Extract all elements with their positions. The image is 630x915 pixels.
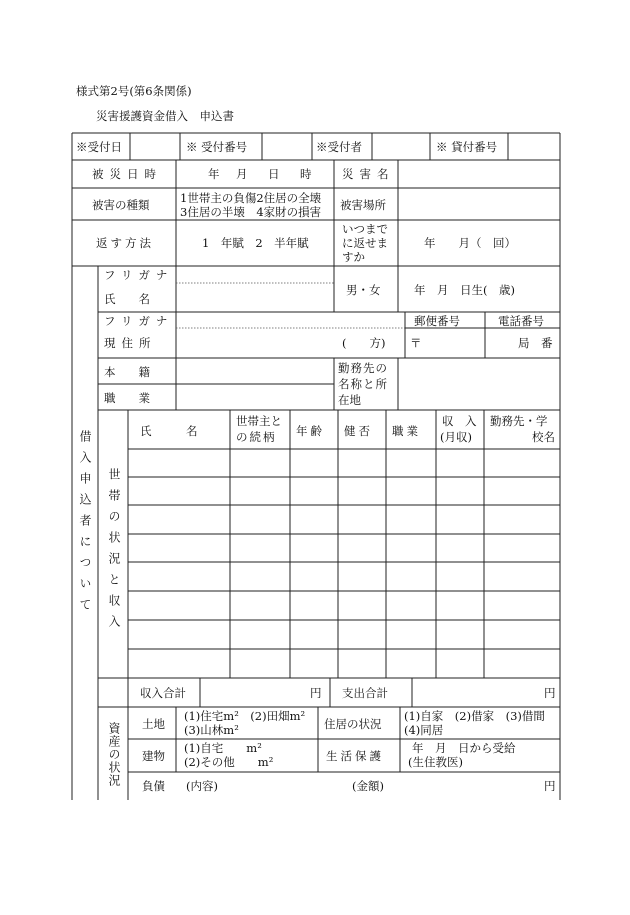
household-cell[interactable] — [387, 563, 435, 590]
household-cell[interactable] — [485, 478, 559, 504]
household-cell[interactable] — [387, 535, 435, 561]
receipt-number-field[interactable] — [263, 134, 311, 159]
col-age: 年齢 — [296, 424, 325, 438]
debt-content-label: (内容) — [186, 779, 218, 793]
disaster-name-field[interactable] — [399, 161, 559, 187]
datetime-unit-year: 年 — [208, 167, 220, 181]
building-line2[interactable]: (2)その他 m² — [184, 755, 274, 769]
debt-label: 負債 — [142, 779, 165, 793]
residence-label: 住居の状況 — [324, 717, 382, 731]
address-suffix: ( 方) — [342, 336, 386, 350]
household-cell[interactable] — [339, 650, 385, 677]
household-cell[interactable] — [231, 650, 289, 677]
household-cell[interactable] — [387, 592, 435, 619]
household-cell[interactable] — [485, 592, 559, 619]
name-field[interactable] — [177, 284, 333, 311]
household-cell[interactable] — [231, 478, 289, 504]
household-cell[interactable] — [437, 535, 483, 561]
workplace-label-2: 名称と所 — [338, 377, 388, 391]
income-total-yen: 円 — [310, 686, 322, 700]
col-income-2: (月収) — [440, 430, 472, 444]
household-cell[interactable] — [387, 621, 435, 648]
col-school-2: 校名 — [532, 430, 555, 444]
debt-content-field[interactable] — [226, 774, 346, 798]
income-total-label: 収入合計 — [140, 686, 186, 700]
household-cell[interactable] — [291, 563, 337, 590]
household-cell[interactable] — [339, 535, 385, 561]
col-job: 職業 — [392, 424, 421, 438]
household-cell[interactable] — [291, 621, 337, 648]
received-date-field[interactable] — [131, 134, 179, 159]
household-cell[interactable] — [339, 592, 385, 619]
deadline-value[interactable]: 年 月（ 回） — [424, 236, 516, 250]
household-cell[interactable] — [231, 535, 289, 561]
household-cell[interactable] — [485, 650, 559, 677]
household-cell[interactable] — [339, 621, 385, 648]
postal-field[interactable] — [424, 329, 484, 357]
household-cell[interactable] — [129, 563, 229, 590]
debt-amount-label: (金額) — [352, 779, 384, 793]
household-cell[interactable] — [291, 506, 337, 533]
household-cell[interactable] — [387, 478, 435, 504]
workplace-field[interactable] — [399, 359, 559, 409]
furigana2-label: フリガナ — [104, 314, 174, 328]
datetime-unit-day: 日 — [268, 167, 280, 181]
land-line2[interactable]: (3)山林m² — [184, 723, 239, 737]
residence-line1[interactable]: (1)自家 (2)借家 (3)借間 — [404, 709, 545, 723]
household-cell[interactable] — [339, 563, 385, 590]
debt-yen: 円 — [544, 779, 556, 793]
damage-place-field[interactable] — [399, 189, 559, 219]
household-cell[interactable] — [291, 592, 337, 619]
household-cell[interactable] — [129, 592, 229, 619]
deadline-label-1: いつまで — [342, 222, 388, 236]
household-cell[interactable] — [129, 621, 229, 648]
household-cell[interactable] — [387, 450, 435, 476]
household-cell[interactable] — [291, 450, 337, 476]
household-cell[interactable] — [437, 506, 483, 533]
sex-options[interactable]: 男・女 — [346, 283, 381, 297]
building-line1[interactable]: (1)自宅 m² — [184, 741, 262, 755]
postal-mark: 〒 — [410, 336, 422, 350]
applicant-section-label: 借入申込者について — [78, 430, 92, 619]
household-cell[interactable] — [231, 506, 289, 533]
furigana-field[interactable] — [177, 267, 333, 282]
building-label: 建物 — [142, 749, 165, 763]
form-number: 様式第2号(第6条関係) — [76, 84, 192, 98]
household-cell[interactable] — [485, 563, 559, 590]
household-cell[interactable] — [387, 650, 435, 677]
household-cell[interactable] — [437, 478, 483, 504]
household-cell[interactable] — [437, 621, 483, 648]
occupation-label: 職 業 — [104, 391, 150, 405]
occupation-field[interactable] — [177, 385, 333, 409]
col-name: 氏 名 — [140, 424, 198, 438]
assets-section-label: 資産の状況 — [107, 722, 121, 787]
damage-place-label: 被害場所 — [340, 198, 386, 212]
household-cell[interactable] — [339, 506, 385, 533]
household-cell[interactable] — [129, 535, 229, 561]
workplace-label-3: 在地 — [338, 393, 361, 407]
household-cell[interactable] — [437, 450, 483, 476]
col-school-1: 勤務先・学 — [490, 414, 548, 428]
form-title: 災害援護資金借入 申込書 — [96, 109, 234, 123]
receiver-label: ※受付者 — [316, 140, 362, 154]
datetime-unit-hour: 時 — [300, 167, 312, 181]
debt-amount-field[interactable] — [394, 774, 542, 798]
address-label: 現住所 — [104, 336, 157, 350]
household-section-label: 世帯の状況と収入 — [107, 468, 121, 636]
deadline-label-3: すか — [342, 250, 365, 264]
household-cell[interactable] — [485, 506, 559, 533]
household-cell[interactable] — [387, 506, 435, 533]
household-cell[interactable] — [291, 535, 337, 561]
datetime-unit-month: 月 — [236, 167, 248, 181]
received-date-label: ※受付日 — [76, 140, 122, 154]
household-cell[interactable] — [339, 450, 385, 476]
damage-type-label: 被害の種類 — [92, 198, 150, 212]
household-cell[interactable] — [129, 450, 229, 476]
household-cell[interactable] — [437, 592, 483, 619]
household-cell[interactable] — [231, 621, 289, 648]
household-cell[interactable] — [437, 563, 483, 590]
household-cell[interactable] — [231, 450, 289, 476]
household-cell[interactable] — [129, 650, 229, 677]
postal-label: 郵便番号 — [414, 314, 460, 328]
furigana-label: フリガナ — [104, 268, 174, 282]
domicile-field[interactable] — [177, 359, 333, 383]
col-relation-1: 世帯主と — [236, 414, 282, 428]
phone-suffix: 局 番 — [518, 336, 553, 350]
welfare-line1[interactable]: 年 月 日から受給 — [412, 741, 516, 755]
workplace-label-1: 勤務先の — [338, 361, 388, 375]
welfare-label: 生活保護 — [326, 749, 384, 763]
land-line1[interactable]: (1)住宅m² (2)田畑m² — [184, 709, 306, 723]
household-cell[interactable] — [291, 650, 337, 677]
repay-method-options[interactable]: 1 年賦 2 半年賦 — [202, 236, 309, 250]
phone-field[interactable] — [486, 329, 516, 357]
domicile-label: 本 籍 — [104, 365, 150, 379]
furigana2-field[interactable] — [177, 313, 404, 327]
damage-options-line2[interactable]: 3住居の半壊 4家財の損害 — [180, 205, 322, 219]
household-cell[interactable] — [485, 535, 559, 561]
household-cell[interactable] — [129, 478, 229, 504]
household-cell[interactable] — [437, 650, 483, 677]
welfare-line2[interactable]: (生住教医) — [408, 755, 463, 769]
household-cell[interactable] — [339, 478, 385, 504]
household-cell[interactable] — [291, 478, 337, 504]
disaster-name-label: 災害名 — [342, 167, 395, 181]
receipt-number-label: ※ 受付番号 — [186, 140, 248, 154]
receiver-field[interactable] — [373, 134, 429, 159]
loan-number-label: ※ 貸付番号 — [436, 140, 498, 154]
land-label: 土地 — [142, 717, 165, 731]
loan-number-field[interactable] — [509, 134, 559, 159]
deadline-label-2: に返せま — [342, 236, 388, 250]
household-cell[interactable] — [231, 563, 289, 590]
address-field[interactable] — [177, 329, 333, 357]
expense-total-label: 支出合計 — [342, 686, 388, 700]
repay-method-label: 返す方法 — [96, 236, 154, 250]
income-total-field[interactable] — [201, 679, 309, 706]
household-cell[interactable] — [231, 592, 289, 619]
household-cell[interactable] — [129, 506, 229, 533]
col-income-1: 収 入 — [442, 414, 477, 428]
col-health: 健否 — [344, 424, 373, 438]
household-cell[interactable] — [485, 621, 559, 648]
disaster-datetime-label: 被災日時 — [92, 167, 162, 181]
name-label: 氏 名 — [104, 292, 150, 306]
residence-line2[interactable]: (4)同居 — [404, 723, 444, 737]
damage-options-line1[interactable]: 1世帯主の負傷2住居の全壊 — [180, 191, 322, 205]
birth-value[interactable]: 年 月 日生( 歳) — [414, 283, 515, 297]
expense-total-field[interactable] — [413, 679, 541, 706]
expense-total-yen: 円 — [544, 686, 556, 700]
household-cell[interactable] — [485, 450, 559, 476]
phone-label: 電話番号 — [498, 314, 544, 328]
col-relation-2: の続柄 — [236, 430, 277, 444]
